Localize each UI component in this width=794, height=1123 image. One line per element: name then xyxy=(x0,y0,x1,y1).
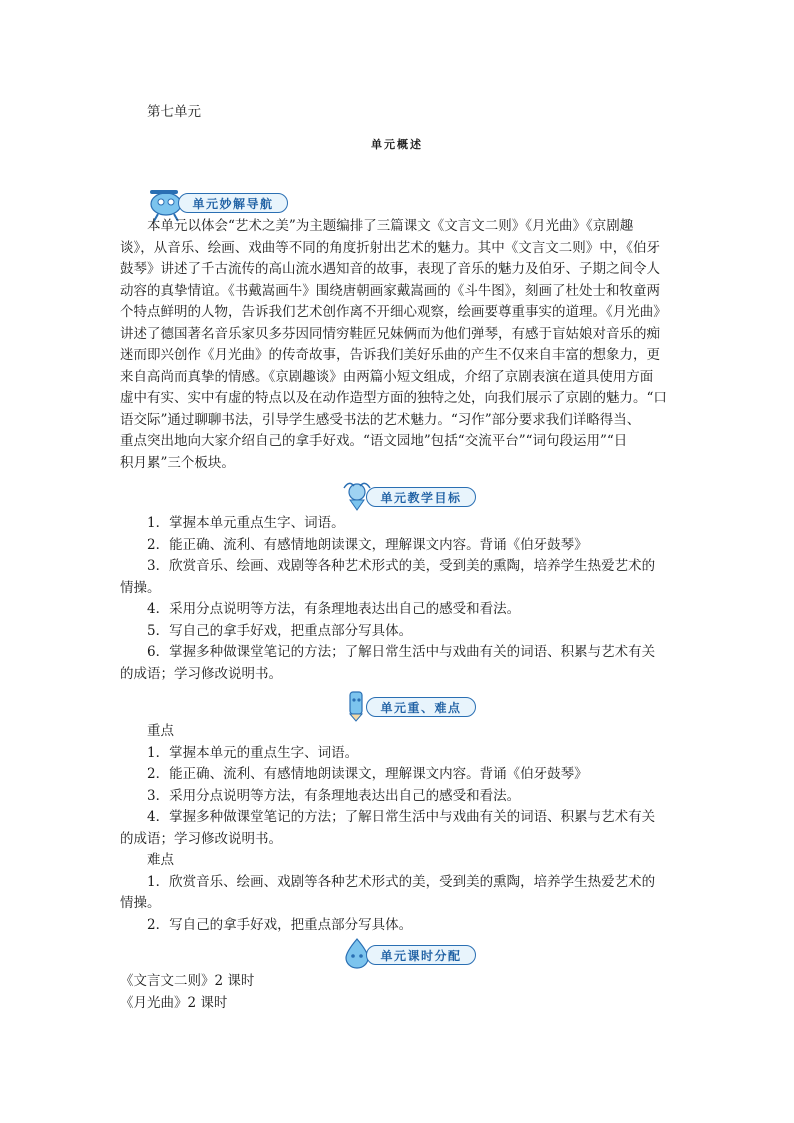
text-line: 1．欣赏音乐、绘画、戏剧等各种艺术形式的美，受到美的熏陶，培养学生热爱艺术的 xyxy=(147,873,656,890)
text-line: 2．能正确、流利、有感情地朗读课文，理解课文内容。背诵《伯牙鼓琴》 xyxy=(147,536,588,553)
text-line: 来自高尚而真挚的情感。《京剧趣谈》由两篇小短文组成，介绍了京剧表演在道具使用方面 xyxy=(120,368,654,385)
text-line: 2．写自己的拿手好戏，把重点部分写具体。 xyxy=(147,916,413,933)
text-line: 4．掌握多种做课堂笔记的方法；了解日常生活中与戏曲有关的词语、积累与艺术有关 xyxy=(147,809,656,825)
text-line: 重点 xyxy=(147,723,174,739)
text-line: 个特点鲜明的人物，告诉我们艺术创作离不开细心观察，绘画要尊重事实的道理。《月光曲》 xyxy=(120,304,667,320)
text-line: 的成语；学习修改说明书。 xyxy=(120,665,282,682)
text-line: 5．写自己的拿手好戏，把重点部分写具体。 xyxy=(147,622,413,639)
unit-title: 第七单元 xyxy=(147,104,201,120)
text-line: 谈》，从音乐、绘画、戏曲等不同的角度折射出艺术的魅力。其中《文言文二则》中，《伯牙 xyxy=(120,239,660,256)
banner-goals-label: 单元教学目标 xyxy=(366,487,476,507)
text-line: 积月累”三个板块。 xyxy=(120,454,235,471)
overview-title: 单元概述 xyxy=(371,138,423,151)
text-line: 难点 xyxy=(147,852,174,868)
text-line: 2．能正确、流利、有感情地朗读课文，理解课文内容。背诵《伯牙鼓琴》 xyxy=(147,766,588,782)
text-line: 迷而即兴创作《月光曲》的传奇故事，告诉我们美好乐曲的产生不仅来自丰富的想象力，更 xyxy=(120,347,660,363)
text-line: 4．采用分点说明等方法，有条理地表达出自己的感受和看法。 xyxy=(147,601,521,617)
banner-schedule-label: 单元课时分配 xyxy=(366,945,476,965)
text-line: 动容的真挚情谊。《书戴嵩画牛》围绕唐朝画家戴嵩画的《斗牛图》，刻画了杜处士和牧童两 xyxy=(120,282,660,299)
text-line: 1．掌握本单元重点生字、词语。 xyxy=(147,515,345,531)
banner-nav xyxy=(148,184,298,218)
text-line: 虚中有实、实中有虚的特点以及在动作造型方面的独特之处，向我们展示了京剧的魅力。“口 xyxy=(120,390,667,406)
banner-nav-label: 单元妙解导航 xyxy=(178,193,288,213)
text-line: 1．掌握本单元的重点生字、词语。 xyxy=(147,744,359,761)
banner-goals xyxy=(340,478,486,512)
text-line: 情操。 xyxy=(120,579,161,596)
text-line: 讲述了德国著名音乐家贝多芬因同情穷鞋匠兄妹俩而为他们弹琴，有感于盲姑娘对音乐的痴 xyxy=(120,325,660,342)
text-line: 《文言文二则》2 课时 xyxy=(120,973,255,989)
text-line: 鼓琴》讲述了千古流传的高山流水遇知音的故事，表现了音乐的魅力及伯牙、子期之间令人 xyxy=(120,261,660,277)
text-line: 《月光曲》2 课时 xyxy=(120,995,228,1011)
banner-schedule xyxy=(340,936,486,970)
text-line: 3．欣赏音乐、绘画、戏剧等各种艺术形式的美，受到美的熏陶，培养学生热爱艺术的 xyxy=(147,558,656,574)
banner-keypoints xyxy=(340,688,486,722)
text-line: 的成语；学习修改说明书。 xyxy=(120,830,282,847)
text-line: 本单元以体会“艺术之美”为主题编排了三篇课文《文言文二则》《月光曲》《京剧趣 xyxy=(147,218,634,234)
text-line: 语交际”通过聊聊书法，引导学生感受书法的艺术魅力。“习作”部分要求我们详略得当、 xyxy=(120,411,641,428)
banner-keypoints-label: 单元重、难点 xyxy=(366,697,476,717)
text-line: 情操。 xyxy=(120,895,161,911)
text-line: 6．掌握多种做课堂笔记的方法；了解日常生活中与戏曲有关的词语、积累与艺术有关 xyxy=(147,644,656,660)
text-line: 重点突出地向大家介绍自己的拿手好戏。“语文园地”包括“交流平台”“词句段运用”“日 xyxy=(120,433,628,449)
text-line: 3．采用分点说明等方法，有条理地表达出自己的感受和看法。 xyxy=(147,787,521,804)
